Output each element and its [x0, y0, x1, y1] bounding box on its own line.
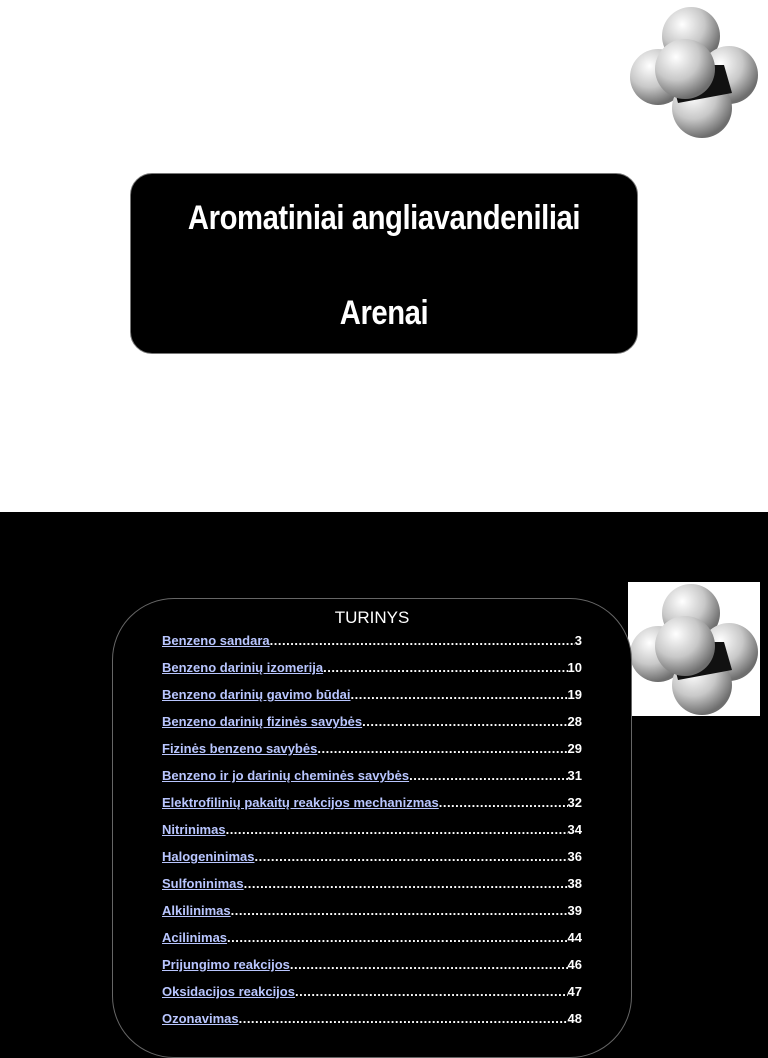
toc-link[interactable]: Acilinimas: [162, 930, 228, 945]
toc-entry: [162, 633, 582, 660]
toc-leader-dots: [317, 741, 567, 756]
toc-leader-dots: [295, 984, 568, 999]
toc-entry: [162, 984, 582, 1011]
toc-entry: [162, 741, 582, 768]
toc-leader-dots: [409, 768, 567, 783]
toc-leader-dots: [254, 849, 567, 864]
toc-page-number: 46: [567, 957, 582, 972]
toc-leader-dots: [270, 633, 575, 648]
toc-page-number: 29: [567, 741, 582, 756]
toc-link[interactable]: Benzeno sandara: [162, 633, 270, 648]
toc-link[interactable]: Benzeno darinių gavimo būdai: [162, 687, 351, 702]
document-title: Aromatiniai angliavandeniliai: [187, 199, 581, 237]
toc-link[interactable]: Oksidacijos reakcijos: [162, 984, 295, 999]
toc-entry: [162, 822, 582, 849]
toc-link[interactable]: Benzeno darinių izomerija: [162, 660, 324, 675]
methane-molecule-icon: [628, 5, 760, 139]
toc-link[interactable]: Nitrinimas: [162, 822, 226, 837]
toc-entry: [162, 795, 582, 822]
toc-page-number: 38: [567, 876, 582, 891]
toc-entry: [162, 660, 582, 687]
toc-link[interactable]: Elektrofilinių pakaitų reakcijos mechanizmas: [162, 795, 439, 810]
toc-page-number: 48: [567, 1011, 582, 1026]
toc-leader-dots: [362, 714, 567, 729]
title-box: [130, 173, 638, 354]
toc-page-number: 31: [567, 768, 582, 783]
toc-page-number: 3: [574, 633, 582, 648]
toc-leader-dots: [226, 822, 568, 837]
toc-entry: [162, 687, 582, 714]
toc-link[interactable]: Alkilinimas: [162, 903, 231, 918]
document-subtitle: Arenai: [339, 294, 429, 332]
toc-page-number: 47: [567, 984, 582, 999]
toc-page-number: 36: [567, 849, 582, 864]
toc-entry: [162, 903, 582, 930]
toc-entry: [162, 876, 582, 903]
toc-page-number: 34: [567, 822, 582, 837]
toc-entry: [162, 930, 582, 957]
toc-page-number: 39: [567, 903, 582, 918]
toc-heading: TURINYS: [334, 608, 410, 627]
toc-leader-dots: [439, 795, 568, 810]
toc-page-number: 32: [567, 795, 582, 810]
toc-link[interactable]: Benzeno ir jo darinių cheminės savybės: [162, 768, 410, 783]
toc-page-number: 10: [567, 660, 582, 675]
toc-leader-dots: [351, 687, 568, 702]
toc-page-number: 19: [567, 687, 582, 702]
toc-link[interactable]: Sulfoninimas: [162, 876, 244, 891]
toc-link[interactable]: Fizinės benzeno savybės: [162, 741, 318, 756]
methane-molecule-icon: [628, 582, 760, 716]
toc-leader-dots: [227, 930, 568, 945]
toc-link[interactable]: Benzeno darinių fizinės savybės: [162, 714, 363, 729]
toc-entry: [162, 957, 582, 984]
toc-entry: [162, 714, 582, 741]
table-of-contents: [112, 598, 632, 1058]
toc-leader-dots: [323, 660, 567, 675]
toc-entry: [162, 1011, 582, 1038]
toc-link[interactable]: Ozonavimas: [162, 1011, 239, 1026]
toc-leader-dots: [290, 957, 568, 972]
toc-leader-dots: [231, 903, 568, 918]
toc-leader-dots: [244, 876, 568, 891]
toc-page-number: 28: [567, 714, 582, 729]
toc-link[interactable]: Prijungimo reakcijos: [162, 957, 290, 972]
toc-entry: [162, 849, 582, 876]
toc-entry: [162, 768, 582, 795]
toc-link[interactable]: Halogeninimas: [162, 849, 255, 864]
toc-page-number: 44: [567, 930, 582, 945]
toc-list: [162, 633, 582, 1038]
